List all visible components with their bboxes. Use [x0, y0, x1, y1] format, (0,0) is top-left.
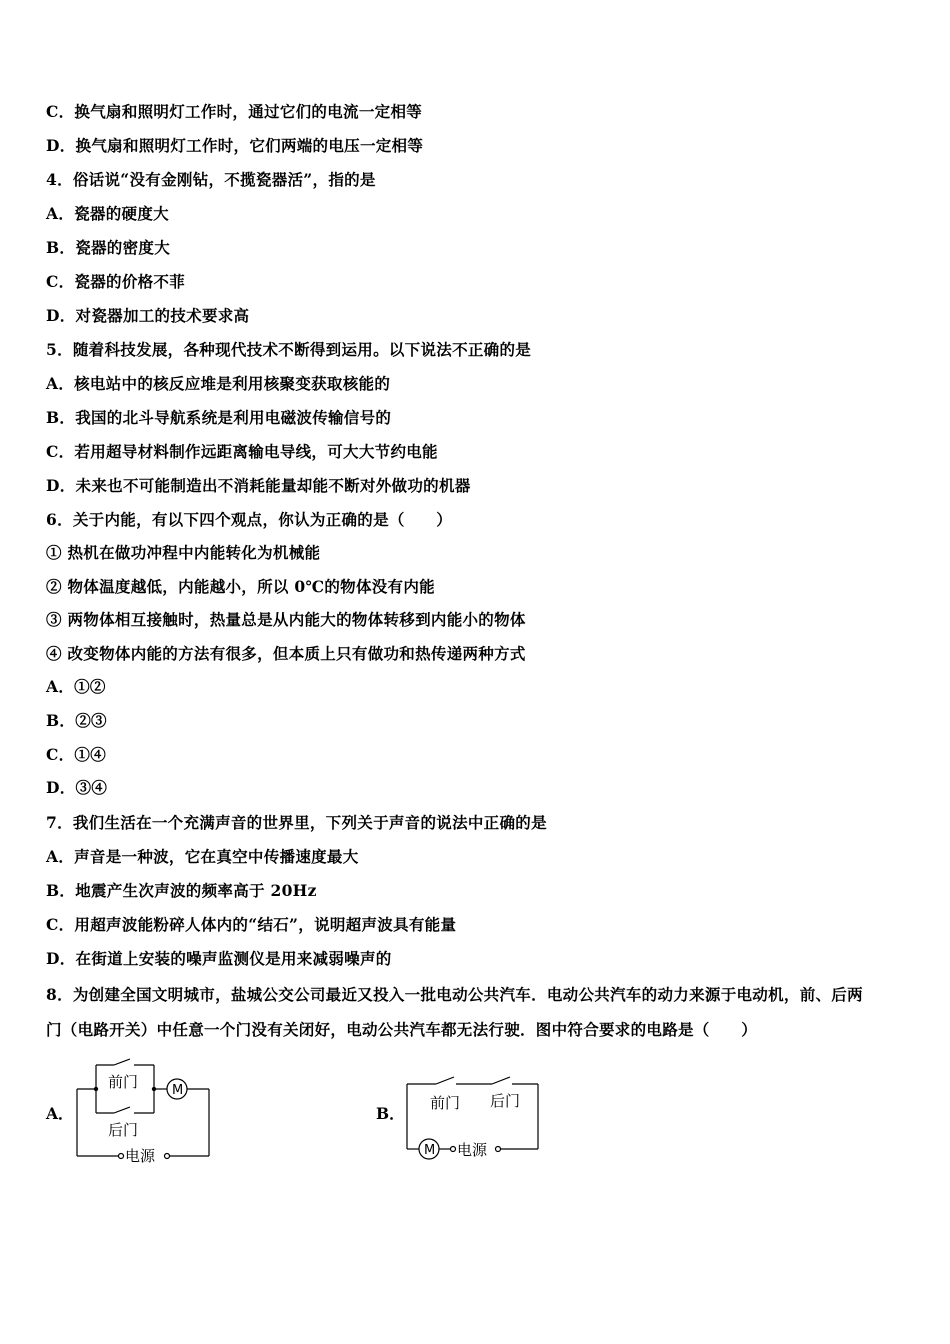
option-b-label: B．: [376, 1104, 405, 1123]
back-door-label-b: 后门: [490, 1092, 521, 1110]
text-line: D．在街道上安装的噪声监测仪是用来减弱噪声的: [46, 949, 392, 968]
power-label-a: 电源: [125, 1147, 156, 1165]
circuit-diagram-a: [72, 1055, 217, 1165]
text-line: A．声音是一种波，它在真空中传播速度最大: [46, 847, 359, 866]
option-a-label: A．: [46, 1104, 74, 1123]
text-line: A．①②: [46, 677, 106, 696]
text-line: A．核电站中的核反应堆是利用核聚变获取核能的: [46, 374, 391, 393]
back-door-label-a: 后门: [108, 1121, 139, 1139]
text-line: 7．我们生活在一个充满声音的世界里，下列关于声音的说法中正确的是: [46, 813, 547, 832]
text-line: A．瓷器的硬度大: [46, 204, 169, 223]
motor-label-a: M: [172, 1083, 184, 1098]
text-line: D．③④: [46, 778, 108, 797]
text-line: C．①④: [46, 745, 107, 764]
text-line: C．若用超导材料制作远距离输电导线，可大大节约电能: [46, 442, 438, 461]
text-line: ③ 两物体相互接触时，热量总是从内能大的物体转移到内能小的物体: [46, 610, 526, 629]
text-line: B．地震产生次声波的频率高于 20Hz: [46, 881, 317, 900]
text-line: D．对瓷器加工的技术要求高: [46, 306, 250, 325]
text-line: 8．为创建全国文明城市，盐城公交公司最近又投入一批电动公共汽车．电动公共汽车的动力来源于电动机，前、后两: [46, 985, 863, 1004]
text-line: 门（电路开关）中任意一个门没有关闭好，电动公共汽车都无法行驶．图中符合要求的电路是（ ）: [46, 1020, 758, 1039]
text-line: 6．关于内能，有以下四个观点，你认为正确的是（ ）: [46, 510, 453, 529]
power-label-b: 电源: [457, 1141, 488, 1159]
text-line: ④ 改变物体内能的方法有很多，但本质上只有做功和热传递两种方式: [46, 644, 526, 663]
motor-label-b: M: [424, 1143, 436, 1158]
text-line: 4．俗话说“没有金刚钻，不揽瓷器活”，指的是: [46, 170, 376, 189]
text-line: D．未来也不可能制造出不消耗能量却能不断对外做功的机器: [46, 476, 471, 495]
front-door-label-a: 前门: [108, 1073, 139, 1091]
circuit-diagram-b: [402, 1068, 547, 1164]
text-line: B．②③: [46, 711, 107, 730]
text-line: C．瓷器的价格不菲: [46, 272, 186, 291]
text-line: ① 热机在做功冲程中内能转化为机械能: [46, 543, 321, 562]
text-line: C．用超声波能粉碎人体内的“结石”，说明超声波具有能量: [46, 915, 457, 934]
front-door-label-b: 前门: [430, 1094, 461, 1112]
text-line: C．换气扇和照明灯工作时，通过它们的电流一定相等: [46, 102, 423, 121]
text-line: B．我国的北斗导航系统是利用电磁波传输信号的: [46, 408, 392, 427]
text-line: ② 物体温度越低，内能越小，所以 0℃的物体没有内能: [46, 577, 435, 596]
text-line: D．换气扇和照明灯工作时，它们两端的电压一定相等: [46, 136, 424, 155]
text-line: 5．随着科技发展，各种现代技术不断得到运用。以下说法不正确的是: [46, 340, 532, 359]
text-line: B．瓷器的密度大: [46, 238, 171, 257]
